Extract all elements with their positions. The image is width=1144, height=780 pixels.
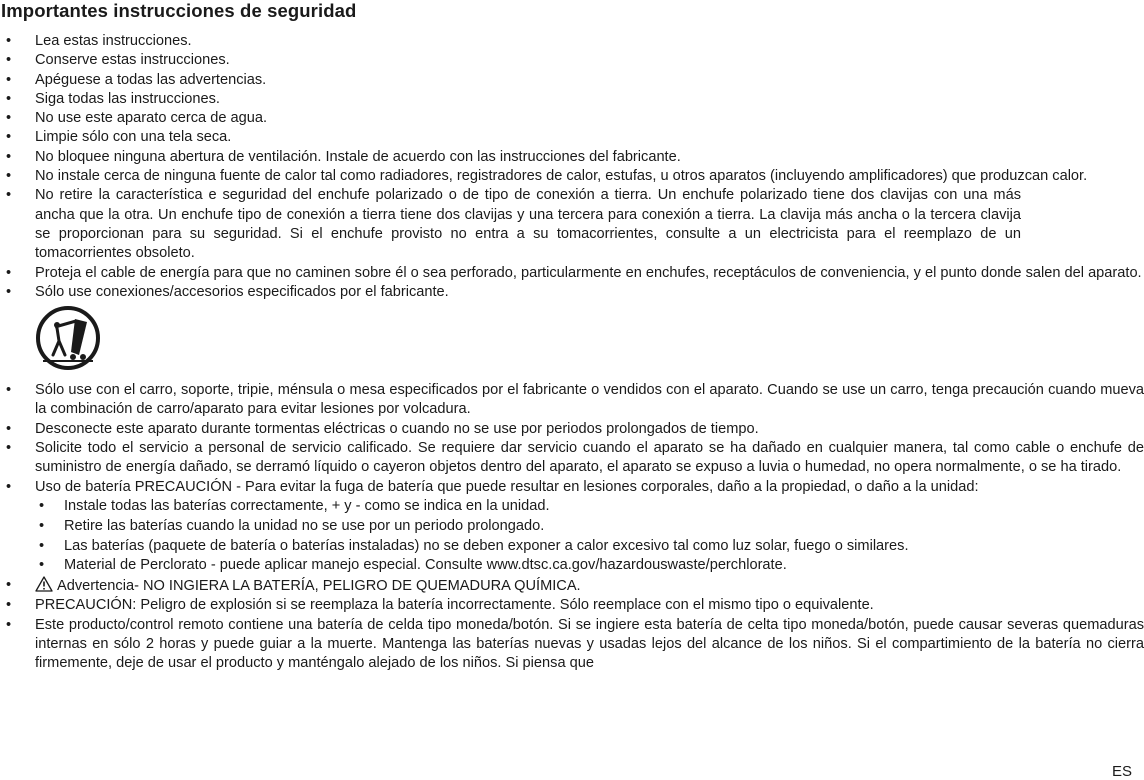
list-item: • Proteja el cable de energía para que no caminen sobre él o sea perforado, particularmente en enchufes, receptáculos de conveniencia, y el punto donde salen del aparato. bbox=[0, 264, 1144, 283]
safety-instructions-list bbox=[0, 32, 1144, 674]
list-item: • Sólo use conexiones/accesorios especificados por el fabricante. bbox=[0, 283, 1144, 302]
battery-sublist bbox=[35, 497, 1144, 576]
list-item: • Conserve estas instrucciones. bbox=[0, 51, 1144, 70]
list-item: • Sólo use con el carro, soporte, tripie, ménsula o mesa especificados por el fabricante o vendidos con el aparato. Cuando se use un carro, tenga precaución cuando mueva la combinación de carro/aparato para evitar lesiones por volcadura. bbox=[0, 381, 1144, 420]
battery-caution-text: Uso de batería PRECAUCIÓN - Para evitar la fuga de batería que puede resultar en lesiones corporales, daño a la propiedad, o daño a la unidad: bbox=[35, 478, 979, 495]
list-item: • Siga todas las instrucciones. bbox=[0, 90, 1144, 109]
list-item: • PRECAUCIÓN: Peligro de explosión si se reemplaza la batería incorrectamente. Sólo reemplace con el mismo tipo o equivalente. bbox=[0, 596, 1144, 615]
list-item: • Solicite todo el servicio a personal de servicio calificado. Se requiere dar servicio cuando el aparato se ha dañado en cualquier manera, tal como cable o enchufe de suministro de energía dañado, se derramó líquido o cayeron objetos dentro del aparato, el aparato se expuso a luvia o humedad, no opera normalmente, o se ha tirado. bbox=[0, 439, 1144, 478]
list-item: • Limpie sólo con una tela seca. bbox=[0, 128, 1144, 147]
warning-triangle-icon bbox=[35, 576, 53, 592]
list-item: • Desconecte este aparato durante tormentas eléctricas o cuando no se use por periodos prolongados de tiempo. bbox=[0, 420, 1144, 439]
page-title: Importantes instrucciones de seguridad bbox=[1, 0, 357, 21]
sub-list-item: • Retire las baterías cuando la unidad no se use por un periodo prolongado. bbox=[35, 517, 1144, 537]
sub-list-item: • Instale todas las baterías correctamente, + y - como se indica en la unidad. bbox=[35, 497, 1144, 517]
cart-warning-figure bbox=[0, 305, 1144, 375]
list-item: • No instale cerca de ninguna fuente de calor tal como radiadores, registradores de calor, estufas, u otros aparatos (incluyendo amplificadores) que produzcan calor. bbox=[0, 167, 1144, 186]
list-item: • Apéguese a todas las advertencias. bbox=[0, 71, 1144, 90]
list-item: • No use este aparato cerca de agua. bbox=[0, 109, 1144, 128]
list-item bbox=[0, 576, 1144, 596]
sub-list-item: • Las baterías (paquete de batería o baterías instaladas) no se deben exponer a calor excesivo tal como luz solar, fuego o similares. bbox=[35, 537, 1144, 557]
warning-text: Advertencia- NO INGIERA LA BATERÍA, PELIGRO DE QUEMADURA QUÍMICA. bbox=[57, 578, 581, 595]
cart-tipover-warning-icon bbox=[35, 305, 101, 371]
list-item bbox=[0, 478, 1144, 576]
list-item: • No bloquee ninguna abertura de ventilación. Instale de acuerdo con las instrucciones del fabricante. bbox=[0, 148, 1144, 167]
list-item: • Este producto/control remoto contiene una batería de celda tipo moneda/botón. Si se ingiere esta batería de celta tipo moneda/botón, puede causar severas quemaduras internas en sólo 2 horas y puede guiar a la muerte. Mantenga las baterías nuevas y usadas lejos del alcance de los niños. Si el compartimiento de la batería no cierra firmemente, deje de usar el producto y manténgalo alejado de los niños. Si piensa que bbox=[0, 616, 1144, 674]
list-item: • No retire la característica e seguridad del enchufe polarizado o de tipo de conexión a tierra. Un enchufe polarizado tiene dos clavijas con una más ancha que la otra. Un enchufe tipo de conexión a tierra tiene dos clavijas y una tercera para conexión a tierra. La clavija más ancha o la tercera clavija se proporcionan para su seguridad. Si el enchufe provisto no entra a su tomacorrientes, consulte a un electricista para el reemplazo de un tomacorrientes obsoleto. bbox=[0, 186, 1021, 263]
list-item: • Lea estas instrucciones. bbox=[0, 32, 1144, 51]
page-language-label: ES bbox=[1111, 763, 1132, 780]
sub-list-item: • Material de Perclorato - puede aplicar manejo especial. Consulte www.dtsc.ca.gov/hazardouswaste/perchlorate. bbox=[35, 556, 1144, 576]
